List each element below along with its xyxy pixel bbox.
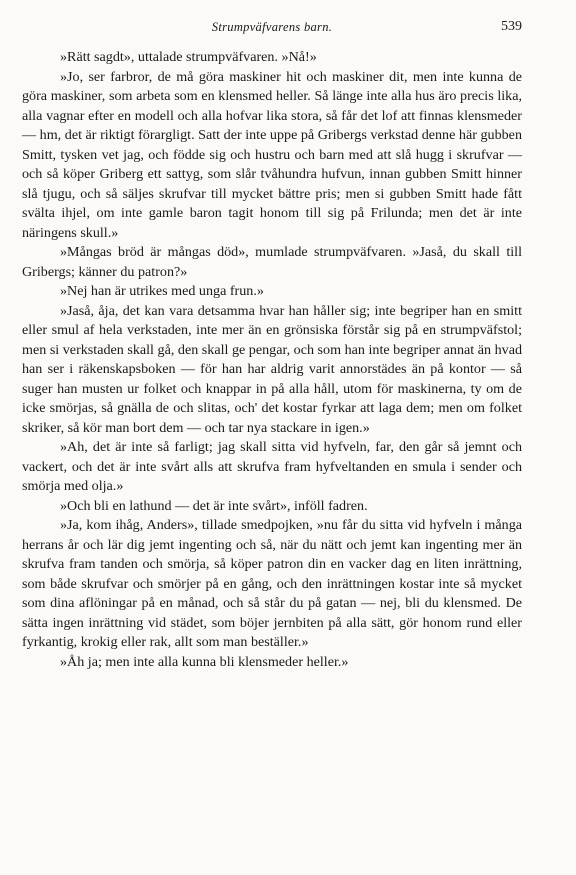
- paragraph: »Mångas bröd är mångas död», mumlade strumpväfvaren. »Jaså, du skall till Gribergs; känner du patron?»: [22, 244, 522, 280]
- paragraph: »Ah, det är inte så farligt; jag skall sitta vid hyfveln, far, den går så jemnt och vackert, och det är inte svårt alls att skrufva fram hyfveltanden en smula i sender och smörja med olja.»: [22, 439, 522, 494]
- page-number: 539: [501, 19, 522, 34]
- paragraph: »Åh ja; men inte alla kunna bli klensmeder heller.»: [60, 653, 349, 670]
- paragraph: »Jo, ser farbror, de må göra maskiner hit och maskiner dit, men inte kunna de göra maskiner, som arbeta som en klensmed heller. Så länge inte alla hus äro precis lika, alla vagnar efter en modell och alla hofvar lika stora, så får det lof att finnas klensmeder — hm, det är riktigt förargligt. Satt der inte uppe på Gribergs verkstad denne här gubben Smitt, tysken vet jag, och födde sig och hustru och barn med att slå hugg i skrufvar — och så köper Griberg ett sattyg, som slår tvåhundra hufvun, innan gubben Smitt hinner slå tjugu, och så säljes skrufvar till mycket bättre pris; men si gubben Smitt hade fått svälta ihjel, om inte gamle baron tagit honom till sig på Frilunda; men det är inte näringens skull.»: [22, 68, 522, 241]
- page-header: [22, 20, 522, 40]
- paragraph: »Nej han är utrikes med unga frun.»: [60, 283, 264, 299]
- paragraph: »Ja, kom ihåg, Anders», tillade smedpojken, »nu får du sitta vid hyfveln i många herrans år och lär dig jemt ingenting och så, när du nätt och jemt kan ingenting mer än skrufva fram tanden och smörja, så köper patron din en vacker dag en liten inrättning, som både skrufvar och smörjer på en gång, och den inrättningen kostar inte så mycket som dina aflöningar på en månad, och så står du på gatan — nej, bli du klensmed. De sätta ingen inrättning vid städet, som böjer jernbiten på alla sätt, gör honom rund eller fyrkantig, krokig eller rak, allt som man beställer.»: [22, 517, 522, 650]
- body-text: [22, 48, 522, 672]
- running-title: Strumpväfvarens barn.: [211, 20, 333, 34]
- paragraph: »Jaså, åja, det kan vara detsamma hvar han håller sig; inte begriper han en smitt eller smul af hela verkstaden, inte mer än en grönsiska förstår sig på en strumpväfstol; men si verkstaden skall gå, den skall ge pengar, och som han inte begriper annat än hvad han ser i räkenskapsboken — för han har aldrig varit annorstädes än på kontor — så suger han musten ur folket och knappar in på alla håll, utom för maskinerna, ty om de icke smörjas, så gnälla de och slitas, och' det kostar fyrkar att laga dem; men om folket skriker, så kör man bort dem — och tar nya stackare in igen.»: [22, 302, 522, 436]
- paragraph: »Och bli en lathund — det är inte svårt», inföll fadren.: [60, 497, 368, 514]
- paragraph: »Rätt sagdt», uttalade strumpväfvaren. »Nå!»: [60, 49, 317, 65]
